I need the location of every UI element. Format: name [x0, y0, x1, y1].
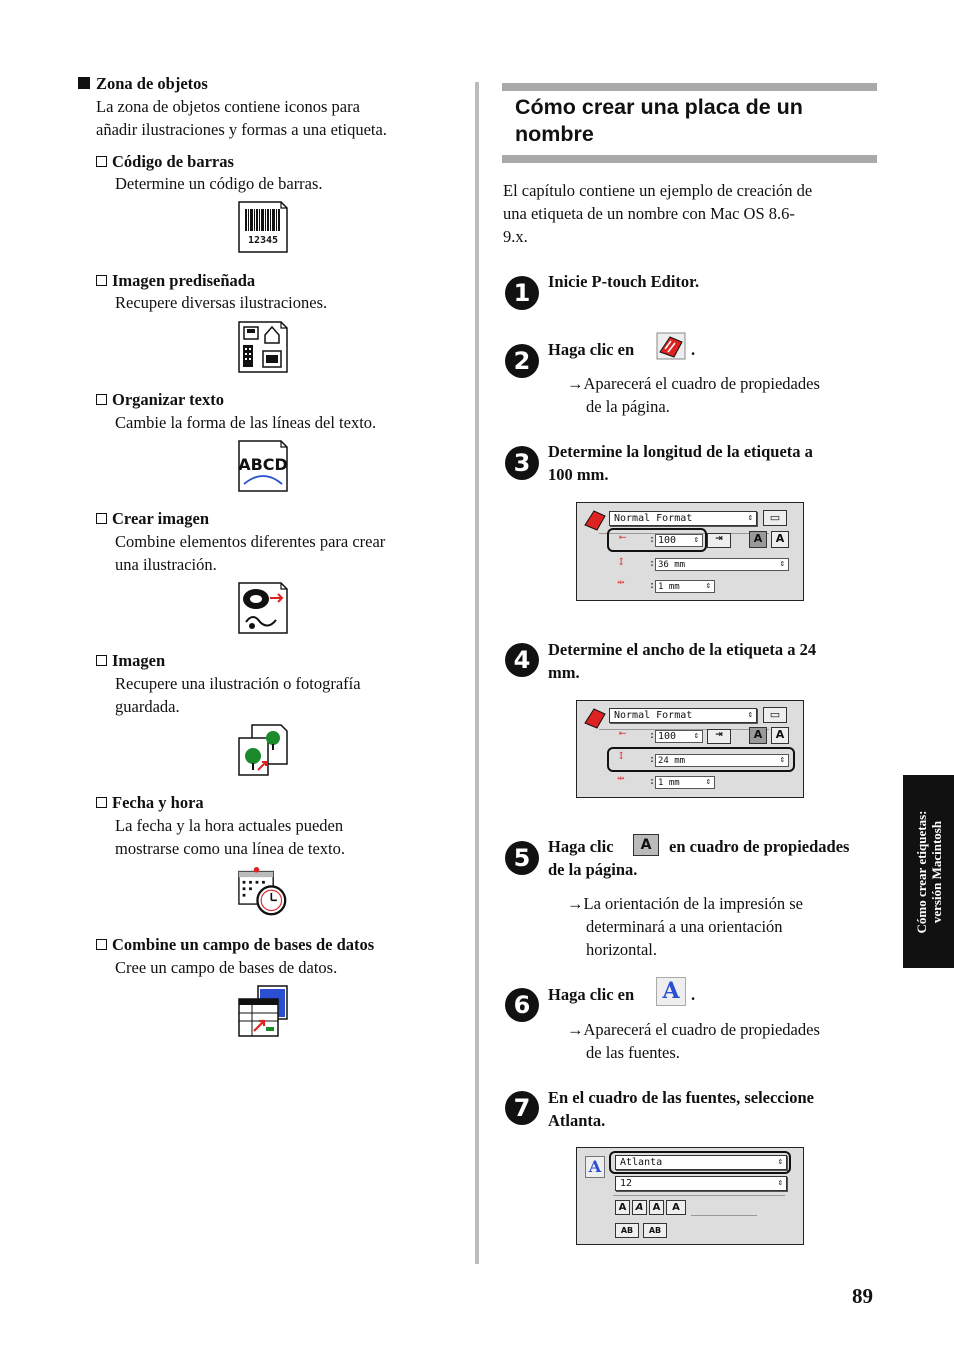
item-title: Combine un campo de bases de datos [96, 933, 374, 956]
step-text: En el cuadro de las fuentes, seleccione Atlanta. [548, 1088, 814, 1130]
item-title: Fecha y hora [96, 791, 204, 814]
step-number: 5 [505, 841, 539, 875]
page-properties-icon[interactable] [656, 332, 686, 360]
landscape-button[interactable]: A [749, 727, 767, 744]
size-select[interactable]: 12 ⇕ [615, 1176, 787, 1191]
step-number: 6 [505, 988, 539, 1022]
italic-button[interactable]: A [632, 1200, 647, 1215]
width-select[interactable]: 36 mm ⇕ [655, 558, 789, 571]
step-result: →La orientación de la impresión se determinará a una orientación horizontal. [567, 894, 803, 959]
step-text: Inicie P-touch Editor. [548, 272, 700, 291]
step-number: 2 [505, 344, 539, 378]
outline-button[interactable]: A [649, 1200, 664, 1215]
item-title: Organizar texto [96, 388, 224, 411]
page-properties-dialog: Normal Format ⇕ ▭ ⇤ : 100 ⇕ ⇥ A A ↕ : 24 mm ⇕ ⇹ : 1 mm ⇕ [576, 700, 804, 798]
section-text: La zona de objetos contiene iconos para añadir ilustraciones y formas a una etiqueta. [96, 97, 387, 139]
page-properties-icon [583, 509, 607, 531]
margin-select[interactable]: 1 mm ⇕ [655, 776, 715, 789]
page-heading: Cómo crear una placa de un nombre [515, 95, 803, 146]
date-time-icon [238, 866, 288, 918]
item-title: Crear imagen [96, 507, 209, 530]
item-text: La fecha y la hora actuales pueden mostrarse como una línea de texto. [115, 816, 346, 858]
item-text: Recupere diversas ilustraciones. [115, 293, 328, 312]
width-icon: ↕ [617, 557, 626, 568]
step-number: 7 [505, 1091, 539, 1125]
length-option-button[interactable]: ⇥ [707, 729, 731, 744]
font-select[interactable]: Atlanta ⇕ [615, 1155, 787, 1170]
printer-button[interactable]: ▭ [763, 707, 787, 723]
step-text: Determine la longitud de la etiqueta a 100 mm. [548, 442, 813, 484]
item-title: Imagen prediseñada [96, 269, 255, 292]
heading-rule-top [502, 83, 877, 91]
clipart-icon [238, 321, 288, 373]
image-icon [238, 724, 288, 776]
length-icon: ⇤ [619, 729, 627, 739]
margin-icon: ⇹ [617, 578, 625, 588]
black-square-bullet [78, 77, 90, 89]
font-properties-dialog [576, 1147, 804, 1245]
database-icon [238, 985, 288, 1037]
step-text-period: . [691, 340, 696, 359]
underline-button[interactable]: AB [615, 1223, 639, 1238]
length-icon: ⇤ [619, 533, 627, 543]
landscape-button[interactable]: A [749, 531, 767, 548]
width-select[interactable]: 24 mm ⇕ [655, 754, 789, 767]
item-title: Imagen [96, 649, 165, 672]
margin-icon: ⇹ [617, 774, 625, 784]
heading-rule-bottom [502, 155, 877, 163]
step-text: de la página. [548, 860, 638, 879]
highlight-ring [609, 1151, 791, 1174]
chapter-tab: Cómo crear etiquetas: versión Macintosh [903, 775, 954, 968]
portrait-button[interactable]: A [771, 531, 789, 548]
item-title: Código de barras [96, 150, 234, 173]
step-text: Haga clic en [548, 340, 635, 359]
length-input[interactable]: 100 ⇕ [655, 534, 703, 547]
item-text: Combine elementos diferentes para crear una ilustración. [115, 532, 386, 574]
step-number: 3 [505, 446, 539, 480]
landscape-orientation-button[interactable]: A [633, 834, 659, 856]
printer-button[interactable]: ▭ [763, 510, 787, 526]
page-properties-dialog: Normal Format ⇕ ▭ ⇤ 100 ⇕ : ⇥ A A ↕ : 36 mm ⇕ ⇹ : 1 mm ⇕ [576, 502, 804, 601]
step-text: en cuadro de propiedades [669, 837, 850, 856]
svg-text:ABCD: ABCD [238, 455, 288, 474]
step-number: 1 [505, 276, 539, 310]
step-text-period: . [691, 985, 696, 1004]
bold-button[interactable]: A [615, 1200, 630, 1215]
make-picture-icon [238, 582, 288, 634]
arrange-text-icon [238, 440, 288, 492]
portrait-button[interactable]: A [771, 727, 789, 744]
highlight-ring [607, 747, 795, 772]
step-result: →Aparecerá el cuadro de propiedades de la página. [567, 374, 820, 416]
font-properties-icon[interactable]: A [656, 977, 686, 1006]
item-text: Cree un campo de bases de datos. [115, 958, 338, 977]
item-text: Cambie la forma de las líneas del texto. [115, 413, 377, 432]
length-input[interactable]: 100 ⇕ [655, 730, 703, 743]
step-text: Haga clic en [548, 985, 635, 1004]
item-text: Determine un código de barras. [115, 174, 323, 193]
format-select[interactable]: Normal Format ⇕ [609, 708, 757, 723]
barcode-icon [238, 201, 288, 253]
margin-select[interactable]: 1 mm ⇕ [655, 580, 715, 593]
length-option-button[interactable]: ⇥ [707, 533, 731, 548]
page-properties-icon [583, 707, 607, 729]
svg-text:12345: 12345 [247, 235, 279, 246]
intro-text: El capítulo contiene un ejemplo de creación de una etiqueta de un nombre con Mac OS 8.6- 9.x. [503, 181, 813, 246]
item-text: Recupere una ilustración o fotografía guardada. [115, 674, 361, 716]
step-text: Haga clic [548, 837, 614, 856]
font-properties-icon: A [585, 1156, 605, 1178]
column-divider [475, 82, 479, 1264]
step-text: Determine el ancho de la etiqueta a 24 mm. [548, 640, 817, 682]
width-icon: ↕ [617, 751, 626, 762]
highlight-ring [607, 528, 707, 552]
format-select[interactable]: Normal Format ⇕ [609, 511, 757, 526]
strikethrough-button[interactable]: AB [643, 1223, 667, 1238]
step-number: 4 [505, 643, 539, 677]
shadow-button[interactable]: A [666, 1200, 686, 1215]
page-number: 89 [852, 1284, 873, 1308]
step-result: →Aparecerá el cuadro de propiedades de las fuentes. [567, 1020, 820, 1062]
section-title: Zona de objetos [78, 72, 208, 95]
